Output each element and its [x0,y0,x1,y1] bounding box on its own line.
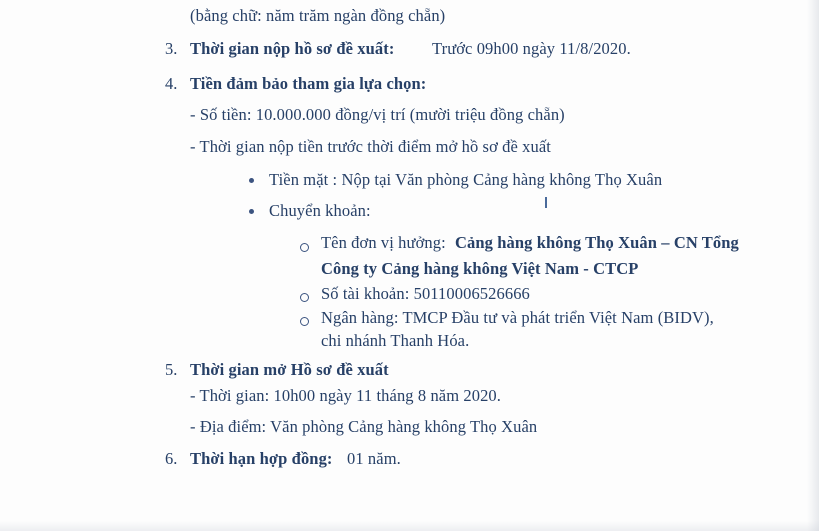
item-5-label: Thời gian mở Hồ sơ đề xuất [190,360,389,379]
sub-bullet-circle-icon [300,243,309,252]
item-3-value: Trước 09h00 ngày 11/8/2020. [432,39,631,58]
bullet-dot-icon [249,178,254,183]
bullet-transfer-line: Chuyển khoản: [269,201,371,220]
scan-edge-shadow-right [807,0,819,531]
item-6-value: 01 năm. [347,449,401,468]
item-4-number: 4. [165,74,178,93]
item-3-label: Thời gian nộp hồ sơ đề xuất: [190,39,395,58]
bank-name-line-1: Ngân hàng: TMCP Đầu tư và phát triển Việt Nam (BIDV), [321,308,714,327]
sub-bullet-circle-icon [300,293,309,302]
bullet-cash-line: Tiền mặt : Nộp tại Văn phòng Cảng hàng không Thọ Xuân [269,170,663,189]
bank-name-line-2: chi nhánh Thanh Hóa. [321,331,470,350]
scan-artifact-speck [545,197,547,208]
item-4-sub-deadline: - Thời gian nộp tiền trước thời điểm mở hồ sơ đề xuất [190,137,551,156]
item-5-sub-place: - Địa điểm: Văn phòng Cảng hàng không Thọ Xuân [190,417,538,436]
item-6-number: 6. [165,449,178,468]
item-4-label: Tiền đảm bảo tham gia lựa chọn: [190,74,427,93]
item-3-number: 3. [165,39,178,58]
beneficiary-label: Tên đơn vị hưởng: [321,233,446,252]
item-5-number: 5. [165,360,178,379]
item-5-sub-time: - Thời gian: 10h00 ngày 11 tháng 8 năm 2020. [190,386,502,405]
item-6-label: Thời hạn hợp đồng: [190,449,333,468]
amount-in-words-line: (bằng chữ: năm trăm ngàn đồng chẵn) [190,6,446,25]
scan-edge-shadow-bottom [0,521,819,531]
beneficiary-name-line-2: Công ty Cảng hàng không Việt Nam - CTCP [321,259,639,278]
item-4-sub-amount: - Số tiền: 10.000.000 đồng/vị trí (mười triệu đồng chẵn) [190,105,565,124]
sub-bullet-circle-icon [300,317,309,326]
beneficiary-name-line-1: Cảng hàng không Thọ Xuân – CN Tổng [455,233,739,252]
account-number-line: Số tài khoản: 50110006526666 [321,284,530,303]
bullet-dot-icon [249,209,254,214]
